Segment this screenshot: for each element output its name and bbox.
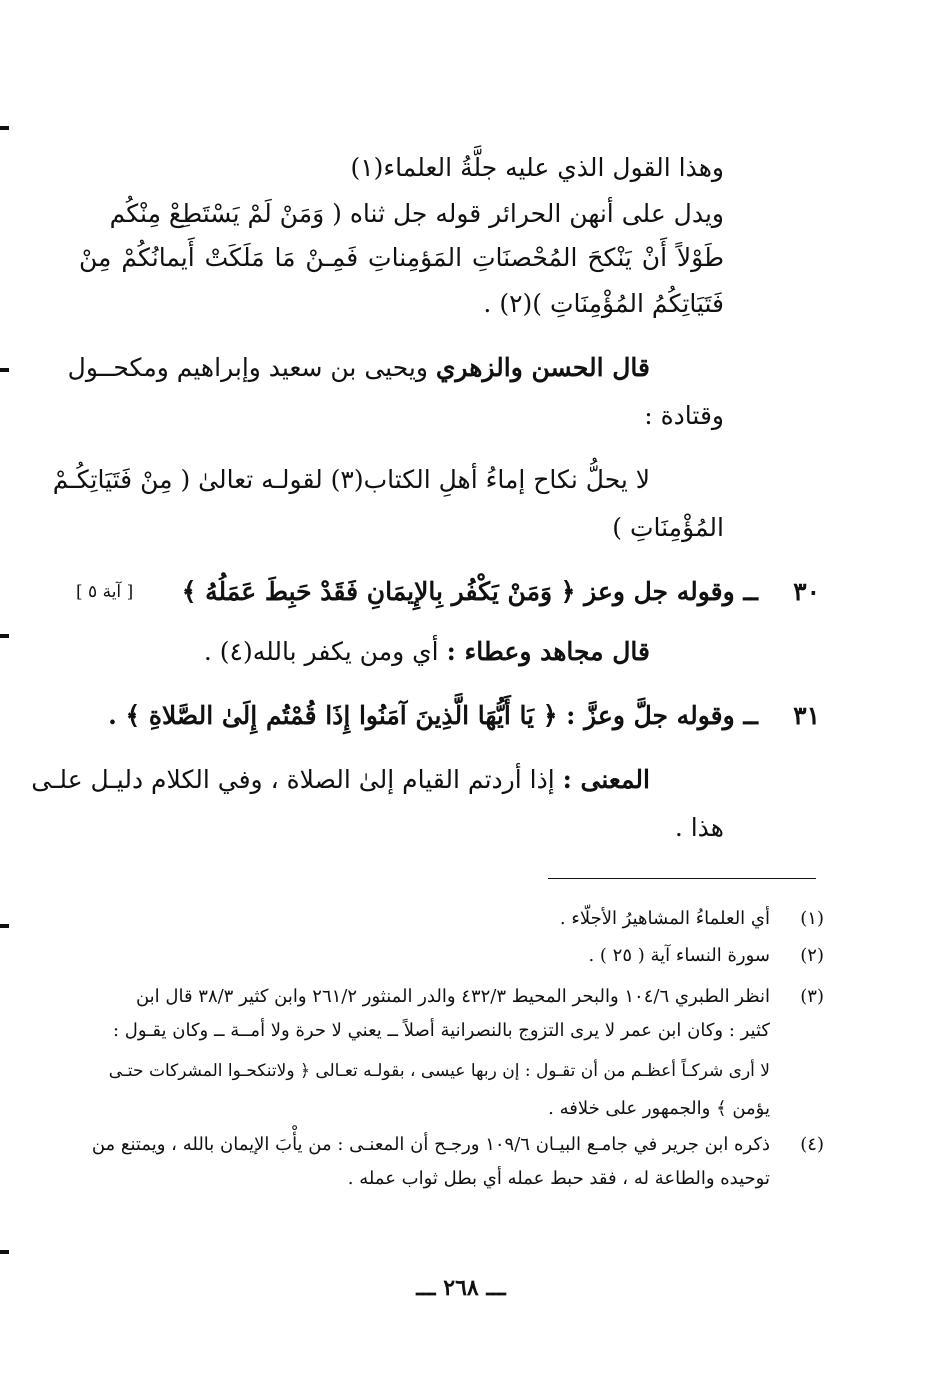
speaker-names: قال الحسن والزهري xyxy=(435,353,650,382)
footnote-3-line-4: يؤمن ﴾ والجمهور على خلافه . xyxy=(548,1098,770,1119)
margin-mark xyxy=(0,924,9,928)
speaker-names-rest: ويحيى بن سعيد وإبراهيم ومكحــول xyxy=(67,353,428,382)
item-30-verse-ref: [ آية ٥ ] xyxy=(76,582,134,602)
footnote-number-4: (٤) xyxy=(800,1134,824,1155)
body-paragraph-2-line-3: فَتَيَاتِكُمُ المُؤْمِنَاتِ )(٢) . xyxy=(483,289,724,318)
footnote-4-line-2: توحيده والطاعة له ، فقد حبط عمله أي بطل ثواب عمله . xyxy=(347,1168,770,1189)
footnote-separator xyxy=(548,878,816,879)
body-paragraph-2-line-2: طَوْلاً أَنْ يَنْكحَ المُحْصنَاتِ المَؤمِناتِ فَمِـنْ مَا مَلَكَتْ أَيمانُكُمْ مِنْ xyxy=(79,243,724,272)
footnote-1-line-1: أي العلماءُ المشاهيرُ الأجلّاء . xyxy=(559,908,770,929)
margin-mark xyxy=(0,368,9,372)
page-number: ـــ ٢٦٨ ـــ xyxy=(416,1275,506,1301)
item-31-heading: ــ وقوله جلَّ وعزَّ : ﴿ يَا أَيُّهَا الَّذِينَ آمَنُوا إِذَا قُمْتُم إِلَىٰ الصَّلاةِ ﴾ . xyxy=(108,701,758,730)
body-paragraph-3-line-1 xyxy=(68,348,650,388)
margin-mark xyxy=(0,126,9,130)
comment-speakers: قال مجاهد وعطاء : xyxy=(446,637,650,666)
margin-mark xyxy=(0,634,9,638)
footnote-3-line-3: لا أرى شركـاً أعظـم من أن تقـول : إن ربها عيسى ، بقولـه تعـالى ﴿ ولاتنكحـوا المشركات حتـى xyxy=(108,1061,770,1081)
footnote-2-line-1: سورة النساء آية ( ٢٥ ) . xyxy=(588,945,770,966)
footnote-number-1: (١) xyxy=(800,908,824,929)
item-31-meaning-line-1 xyxy=(31,760,650,800)
footnote-number-2: (٢) xyxy=(800,945,824,966)
footnote-3-line-1: انظر الطبري ١٠٤/٦ والبحر المحيط ٤٣٢/٣ والدر المنثور ٢٦١/٢ وابن كثير ٣٨/٣ قال ابن xyxy=(135,986,770,1007)
body-paragraph-1: وهذا القول الذي عليه جلَّةُ العلماء(١) xyxy=(350,153,724,182)
body-paragraph-3-line-2: وقتادة : xyxy=(644,401,724,430)
margin-mark xyxy=(0,1250,9,1254)
body-paragraph-4-line-2: المُؤْمِنَاتِ ) xyxy=(612,513,724,542)
meaning-text: إذا أردتم القيام إلىٰ الصلاة ، وفي الكلام دليـل علـى xyxy=(31,765,555,794)
item-30-comment xyxy=(204,632,650,672)
body-paragraph-4-line-1: لا يحلُّ نكاح إماءُ أهلِ الكتاب(٣) لقولـه تعالىٰ ( مِنْ فَتَيَاتِكُـمْ xyxy=(52,465,650,494)
footnote-number-3: (٣) xyxy=(800,986,824,1007)
item-number-31: ٣١ xyxy=(793,701,820,730)
meaning-label: المعنى : xyxy=(562,765,650,794)
item-number-30: ٣٠ xyxy=(793,577,820,606)
item-30-heading: ــ وقوله جل وعز ﴿ وَمَنْ يَكْفُر بِالإِيمَانِ فَقَدْ حَبِطَ عَمَلُهُ ﴾ xyxy=(181,577,758,606)
comment-text: أي ومن يكفر بالله(٤) . xyxy=(203,637,439,666)
body-paragraph-2-line-1: ويدل على أنهن الحرائر قوله جل ثناه ( وَمَنْ لَمْ يَسْتَطِعْ مِنْكُم xyxy=(109,199,724,228)
footnote-3-line-2: كثير : وكان ابن عمر لا يرى التزوج بالنصرانية أصلاً ــ يعني لا حرة ولا أمــة ــ وكان يقـول : xyxy=(113,1020,770,1041)
footnote-4-line-1: ذكره ابن جرير في جامـع البيـان ١٠٩/٦ ورجـح أن المعنـى : من يأْبَ الإيمان بالله ، ويمتنع من xyxy=(91,1134,770,1155)
item-31-meaning-line-2: هذا . xyxy=(674,813,724,842)
